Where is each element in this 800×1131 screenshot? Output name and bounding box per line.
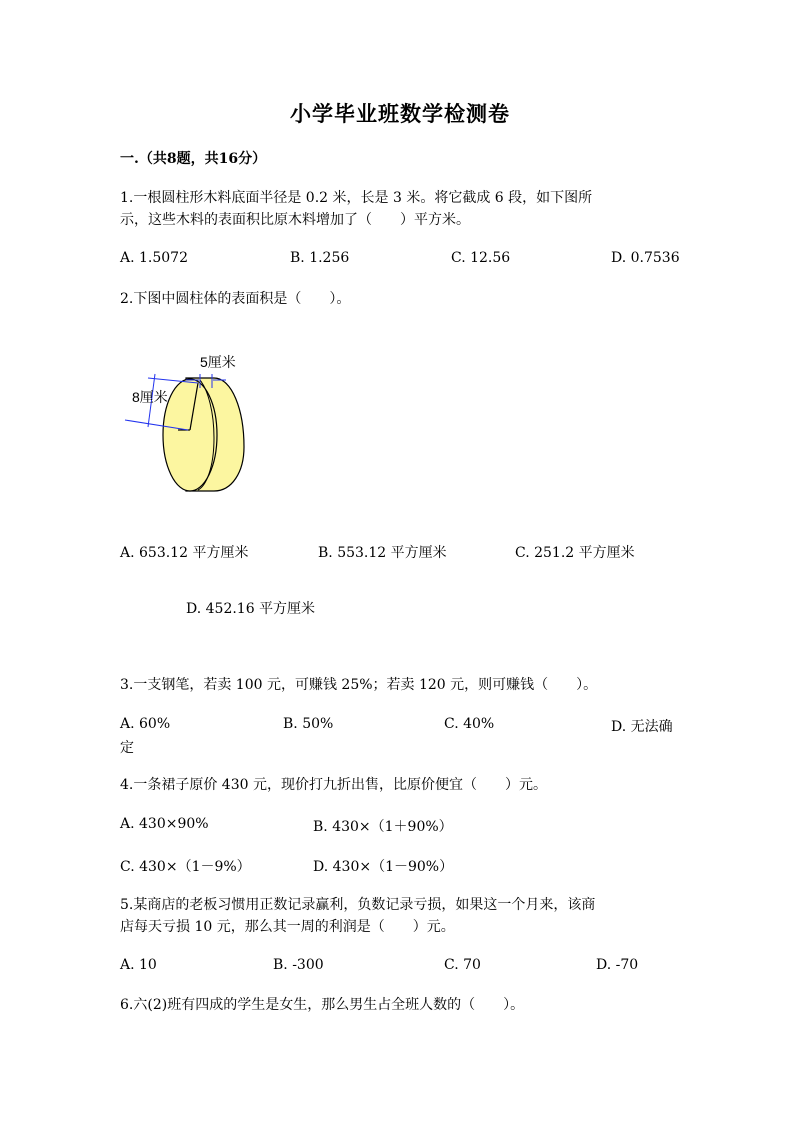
question-4-text bbox=[120, 774, 547, 796]
width-label: 5厘米 bbox=[200, 354, 236, 370]
page-title: 小学毕业班数学检测卷 bbox=[290, 101, 510, 126]
question-line: 3.一支钢笔，若卖 100 元，可赚钱 25%；若卖 120 元，则可赚钱（ ）。 bbox=[120, 677, 598, 693]
option-c: C. 251.2 平方厘米 bbox=[515, 545, 635, 561]
option-a: A. 653.12 平方厘米 bbox=[120, 545, 249, 561]
option-c: C. 430×（1－9%） bbox=[120, 859, 251, 875]
question-1-text bbox=[120, 187, 592, 231]
option-b: B. 50% bbox=[283, 716, 334, 732]
question-3-text bbox=[120, 674, 597, 696]
option-c: C. 40% bbox=[444, 716, 495, 732]
option-d: D. 452.16 平方厘米 bbox=[186, 601, 316, 617]
option-c: C. 12.56 bbox=[451, 250, 511, 266]
question-line: 2.下图中圆柱体的表面积是（ ）。 bbox=[120, 291, 351, 307]
question-5-text bbox=[120, 894, 595, 938]
option-d: D. 无法确 bbox=[611, 719, 673, 735]
cylinder-figure bbox=[120, 350, 250, 495]
section-heading: 一.（共8题，共16分） bbox=[120, 151, 267, 167]
option-d: D. -70 bbox=[596, 957, 639, 973]
option-d: D. 430×（1－90%） bbox=[313, 859, 454, 875]
option-c: C. 70 bbox=[444, 957, 481, 973]
option-b: B. 553.12 平方厘米 bbox=[318, 545, 447, 561]
question-line: 示，这些木料的表面积比原木料增加了（ ）平方米。 bbox=[120, 212, 470, 228]
question-line: 6.六(2)班有四成的学生是女生，那么男生占全班人数的（ ）。 bbox=[120, 997, 525, 1013]
option-a: A. 10 bbox=[120, 957, 157, 973]
option-b: B. -300 bbox=[273, 957, 324, 973]
option-b: B. 1.256 bbox=[290, 250, 350, 266]
option-d-continued: 定 bbox=[120, 740, 134, 756]
option-d: D. 0.7536 bbox=[611, 250, 680, 266]
question-line: 1.一根圆柱形木料底面半径是 0.2 米，长是 3 米。将它截成 6 段，如下图所 bbox=[120, 190, 593, 206]
question-2-text bbox=[120, 288, 350, 310]
option-a: A. 60% bbox=[120, 716, 171, 732]
option-a: A. 1.5072 bbox=[120, 250, 188, 266]
question-line: 店每天亏损 10 元，那么其一周的利润是（ ）元。 bbox=[120, 919, 455, 935]
option-b: B. 430×（1＋90%） bbox=[313, 819, 453, 835]
question-6-text bbox=[120, 994, 524, 1016]
option-a: A. 430×90% bbox=[120, 816, 209, 832]
question-line: 4.一条裙子原价 430 元，现价打九折出售，比原价便宜（ ）元。 bbox=[120, 777, 547, 793]
radius-label: 8厘米 bbox=[132, 389, 168, 405]
question-line: 5.某商店的老板习惯用正数记录赢利，负数记录亏损，如果这一个月来，该商 bbox=[120, 897, 596, 913]
